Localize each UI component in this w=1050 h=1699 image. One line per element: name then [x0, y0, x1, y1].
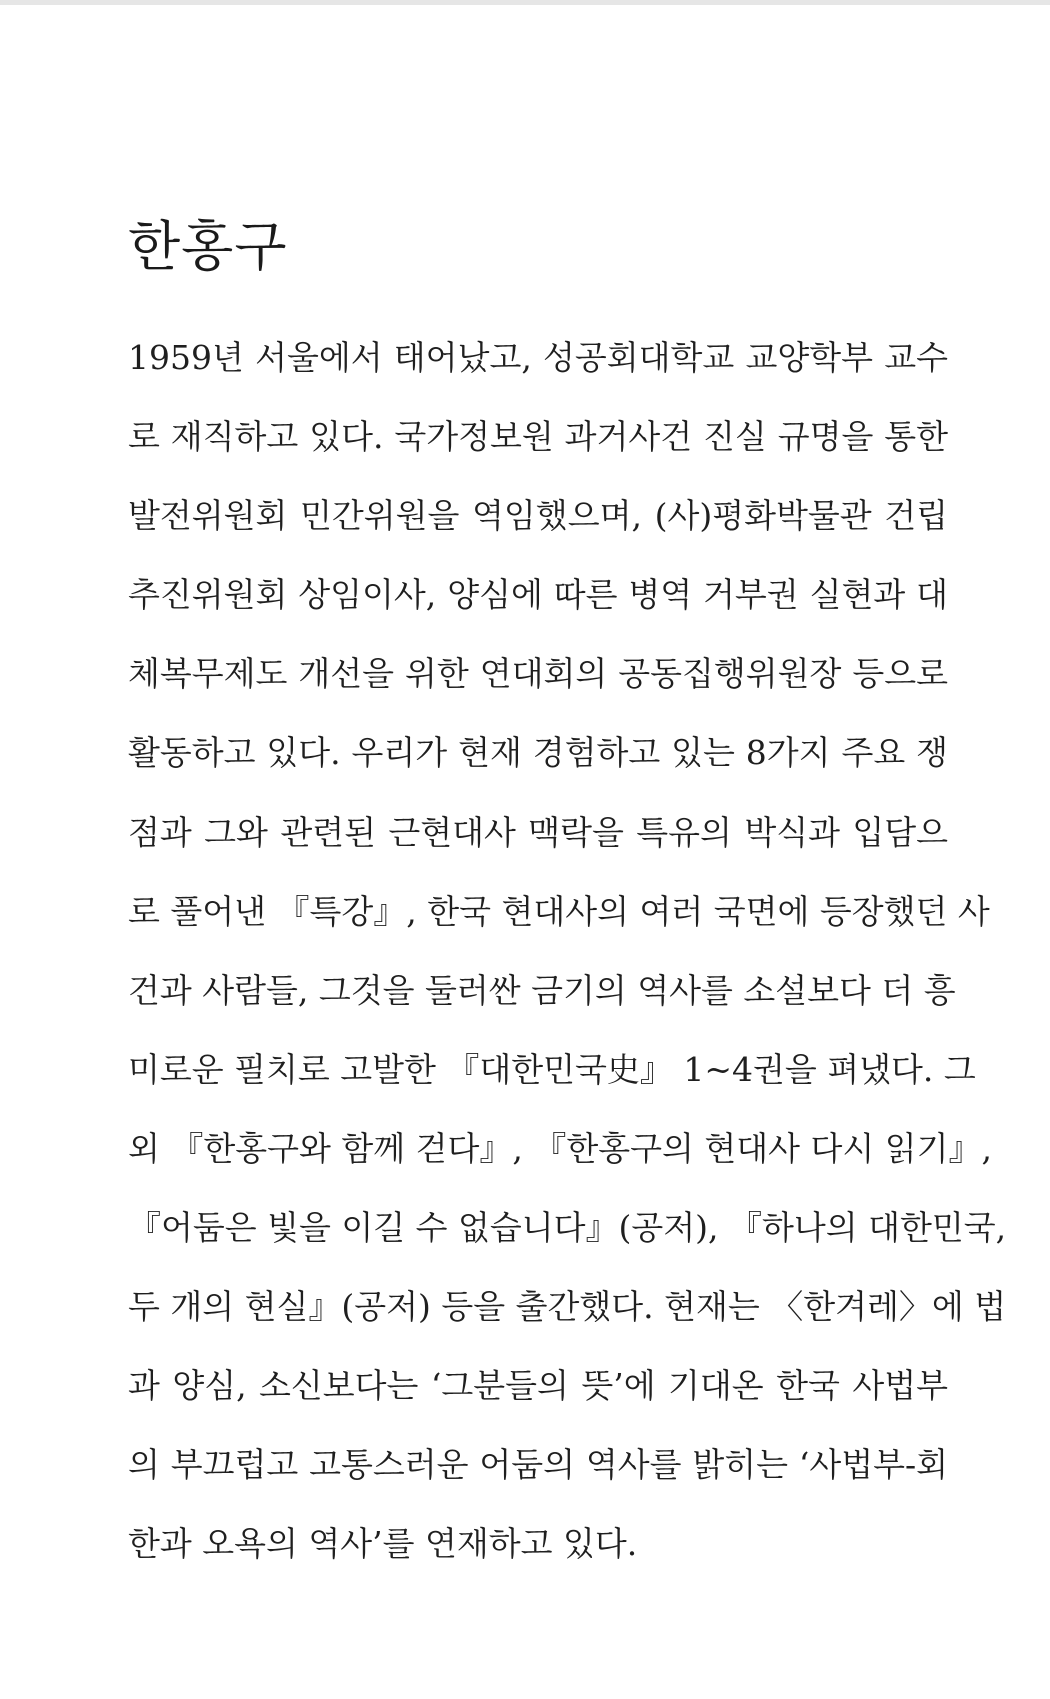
bio-line: 미로운 필치로 고발한 『대한민국史』 1~4권을 펴냈다. 그 [128, 1049, 976, 1089]
bio-line: 체복무제도 개선을 위한 연대회의 공동집행위원장 등으로 [128, 654, 948, 694]
bio-line: 1959년 서울에서 태어났고, 성공회대학교 교양학부 교수 [128, 338, 948, 377]
bio-line: 로 재직하고 있다. 국가정보원 과거사건 진실 규명을 통한 [128, 417, 948, 457]
bio-line: 로 풀어낸 『특강』, 한국 현대사의 여러 국면에 등장했던 사 [128, 891, 990, 931]
bio-line: 발전위원회 민간위원을 역임했으며, (사)평화박물관 건립 [128, 496, 948, 536]
bio-line: 『어둠은 빛을 이길 수 없습니다』(공저), 『하나의 대한민국, [128, 1208, 1007, 1248]
bio-line: 의 부끄럽고 고통스러운 어둠의 역사를 밝히는 ‘사법부-회 [128, 1445, 948, 1485]
author-biography [128, 338, 1007, 1604]
author-name: 한홍구 [128, 215, 288, 278]
bio-line: 점과 그와 관련된 근현대사 맥락을 특유의 박식과 입담으 [128, 812, 948, 852]
bio-line: 외 『한홍구와 함께 걷다』, 『한홍구의 현대사 다시 읽기』, [128, 1128, 992, 1168]
bio-line: 한과 오욕의 역사’를 연재하고 있다. [128, 1524, 638, 1564]
bio-line: 과 양심, 소신보다는 ‘그분들의 뜻’에 기대온 한국 사법부 [128, 1366, 948, 1406]
bio-line: 활동하고 있다. 우리가 현재 경험하고 있는 8가지 주요 쟁 [128, 733, 948, 773]
bio-line: 추진위원회 상임이사, 양심에 따른 병역 거부권 실현과 대 [128, 575, 948, 615]
bio-line: 두 개의 현실』(공저) 등을 출간했다. 현재는 〈한겨레〉에 법 [128, 1287, 1007, 1327]
bio-line: 건과 사람들, 그것을 둘러싼 금기의 역사를 소설보다 더 흥 [128, 970, 956, 1010]
